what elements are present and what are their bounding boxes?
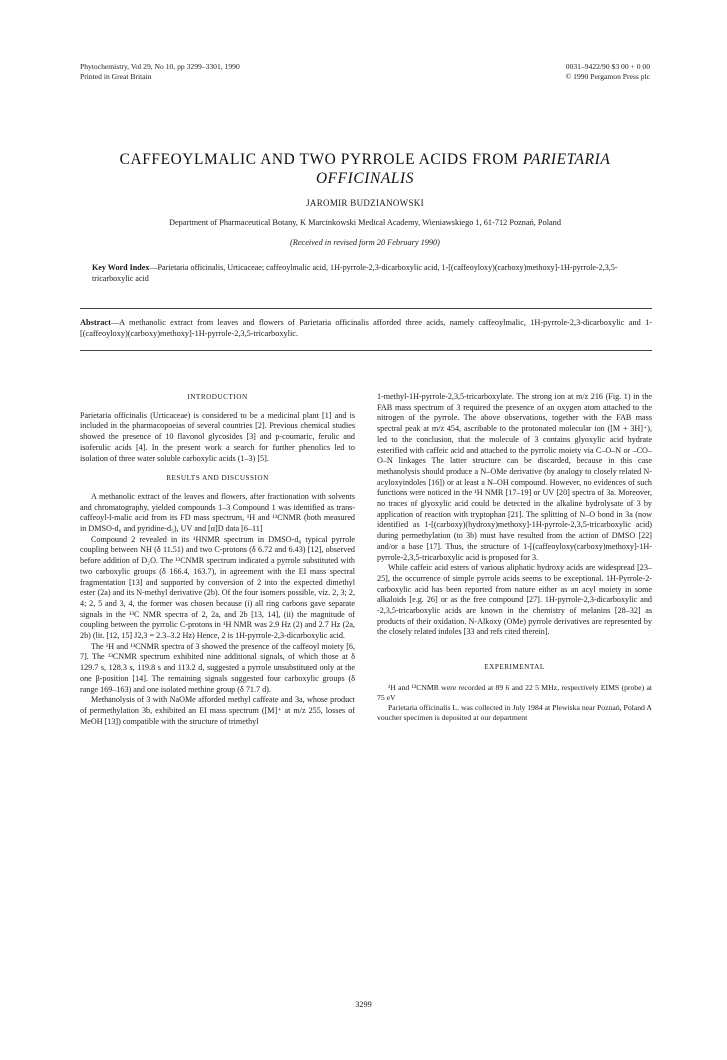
introduction-heading: INTRODUCTION xyxy=(187,393,248,401)
journal-header-left xyxy=(80,62,240,82)
experimental-paragraph-1: ¹H and ¹³CNMR were recorded at 89 6 and 22 5 MHz, respectively EIMS (probe) at 75 eV xyxy=(377,682,652,702)
abstract-top-rule xyxy=(80,308,652,309)
right-column xyxy=(377,392,652,723)
title-main: CAFFEOYLMALIC AND TWO PYRROLE ACIDS FROM xyxy=(119,151,519,168)
author-name: JAROMIR BUDZIANOWSKI xyxy=(306,198,424,208)
page-number: 3299 xyxy=(355,1000,372,1009)
keyword-text: —Parietaria officinalis, Urticaceae; caffeoylmalic acid, 1H-pyrrole-2,3-dicarboxylic acid, 1-[(caffeoyloxy)(carboxy)methoxy]-1H-pyrrole-2,3,5-tricarboxylic acid xyxy=(92,263,618,283)
author-affiliation: Department of Pharmaceutical Botany, K Marcinkowski Medical Academy, Wieniawskiego 1, 61-712 Poznań, Poland xyxy=(169,218,561,227)
title-genus: PARIETARIA xyxy=(522,151,611,168)
abstract xyxy=(80,317,652,339)
title-species: OFFICINALIS xyxy=(315,170,415,187)
results-paragraph-4: Methanolysis of 3 with NaOMe afforded methyl caffeate and 3a, whose product of permethylation 3b, exhibited an EI mass spectrum ([M]⁺ at m/z 255, losses of MeOH [13]) compatible with the structure of trimethyl xyxy=(80,695,355,726)
journal-header-right xyxy=(520,62,650,82)
results-paragraph-2: Compound 2 revealed in its ¹HNMR spectrum in DMSO-d₆ typical pyrrole coupling between NH (δ 11.51) and two C-protons (δ 6.72 and 6.43) [12], observed before addition of D₂O. The ¹³CNMR spectrum indicated a pyrrole substituted with two carboxylic groups (δ 166.4, 163.7), in agreement with the EI mass spectral fragmentation [13] and supported by conversion of 2 into the expected dimethyl ester (2a) and its N-methyl derivative (2b). Of the four isomers possible, viz. 2, 3; 2, 4; 2, 5 and 3, 4, the former was chosen because (i) all ring carbons gave separate signals in the ¹³C NMR spectra of 2, 2a, and 2b [13, 14], (ii) the magnitude of coupling between the pyrrolic C-protons in ¹H NMR was 2.9 Hz (2) and 2.7 Hz (2a, 2b) (lit. [12, 15] J2,3 = 2.3–3.2 Hz) Hence, 2 is 1H-pyrrole-2,3-dicarboxylic acid. xyxy=(80,534,355,641)
received-date: (Received in revised form 20 February 1990) xyxy=(290,238,440,247)
results-paragraph-1: A methanolic extract of the leaves and flowers, after fractionation with solvents and chromatography, yielded compounds 1–3 Compound 1 was identified as trans-caffeoyl-l-malic acid from its FD mass spectrum, ¹H and ¹³CNMR (both measured in DMSO-d₆ and pyridine-d₅), UV and [α]D data [6–11] xyxy=(80,491,355,534)
abstract-label: Abstract xyxy=(80,318,111,327)
left-column xyxy=(80,392,355,727)
results-continued-paragraph: 1-methyl-1H-pyrrole-2,3,5-tricarboxylate. The strong ion at m/z 216 (Fig. 1) in the FAB mass spectrum of 3 required the presence of an oxygen atom attached to the nitrogen of the pyrrole. The above observations, together with the FAB mass spectral peak at m/z 454, ascribable to the protonated molecular ion ([M + 3H]⁺), led to the conclusion, that the molecule of 3 contains glyoxylic acid hydrate esterified with caffeic acid and attached to the pyrrolic moiety via C–O–N or –CO–O–N linkages The latter structure can be discarded, because in this case methanolysis should produce a N–OMe derivative (by analogy to closely related N-acyloxyindoles [16]) or at least a N–OH compound. However, no evidences of such functions were noticed in the ¹H NMR [17–19] or UV [20] spectra of 3a. Moreover, no traces of glyoxylic acid could be detected in the alkaline hydrolysate of 3 by application of reaction with tryptophan [21]. The splitting of N–O bond in 3a (now identified as 1-[(carboxy)(hydroxy)methoxy]-1H-pyrrole-2,3,5-tricarboxylic acid) during permethylation (to 3b) must have resulted from the action of DMSO [22] and/or a base [17]. Thus, the structure of 1-[(caffeoyloxy(carboxy)methoxy]-1H- pyrrole-2,3,5-tricarboxylic acid is proposed for 3. xyxy=(377,392,652,562)
introduction-paragraph: Parietaria officinalis (Urticaceae) is considered to be a medicinal plant [1] and is included in the pharmacopoeias of several countries [2]. Previous chemical studies showed the presence of 10 flavonol glycosides [3] and p-coumaric, ferulic and isoferulic acids [4]. In the present work a search for further phenolics led to isolation of three water soluble carboxylic acids (1–3) [5]. xyxy=(80,410,355,463)
copyright: © 1990 Pergamon Press plc xyxy=(565,72,650,81)
experimental-paragraph-2: Parietaria officinalis L. was collected in July 1984 at Plewiska near Poznań, Poland A voucher specimen is deposited at our department xyxy=(377,702,652,722)
keyword-label: Key Word Index xyxy=(92,263,150,272)
abstract-text: —A methanolic extract from leaves and flowers of Parietaria officinalis afforded three acids, namely caffeoylmalic, 1H-pyrrole-2,3-dicarboxylic and 1-[(caffeoyloxy)(carboxy)methoxy]-1H-pyrrole-2,3,5-tricarboxylic. xyxy=(80,318,652,338)
keyword-index xyxy=(92,262,652,284)
journal-citation: Phytochemistry, Vol 29, No 10, pp 3299–3301, 1990 xyxy=(80,62,240,71)
issn-code: 0031–9422/90 $3 00 + 0 00 xyxy=(565,62,650,71)
discussion-paragraph: While caffeic acid esters of various aliphatic hydroxy acids are widespread [23–25], the occurrence of simple pyrrole acids seems to be exceptional. 1H-Pyrrole-2-carboxylic acid has been reported from nature either as an acyl moiety in some alkaloids [e.g. 26] or as the free compound [27]. 1H-pyrrole-2,3-dicarboxylic and -2,3,5-tricarboxylic acids are known in the chemistry of melanins [28–32] as products of their oxidation. N-Alkoxy (OMe) pyrrole derivatives are represented by the closely related indoles [33 and refs cited therein]. xyxy=(377,563,652,637)
experimental-heading: EXPERIMENTAL xyxy=(484,663,545,672)
results-heading: RESULTS AND DISCUSSION xyxy=(166,474,269,483)
results-paragraph-3: The ¹H and ¹³CNMR spectra of 3 showed the presence of the caffeoyl moiety [6, 7]. The ¹³CNMR spectrum exhibited nine additional signals, of which those at δ 129.7 s, 128.3 s, 119.8 s and 113.2 d, suggested a pyrrole unsubstituted only at the one β-position [14]. The remaining signals suggested four carboxylic groups (δ range 169–163) and one isolated methine group (δ 71.7 d). xyxy=(80,641,355,694)
paper-title xyxy=(75,150,655,188)
abstract-bottom-rule xyxy=(80,350,652,351)
printed-in: Printed in Great Britain xyxy=(80,72,152,81)
